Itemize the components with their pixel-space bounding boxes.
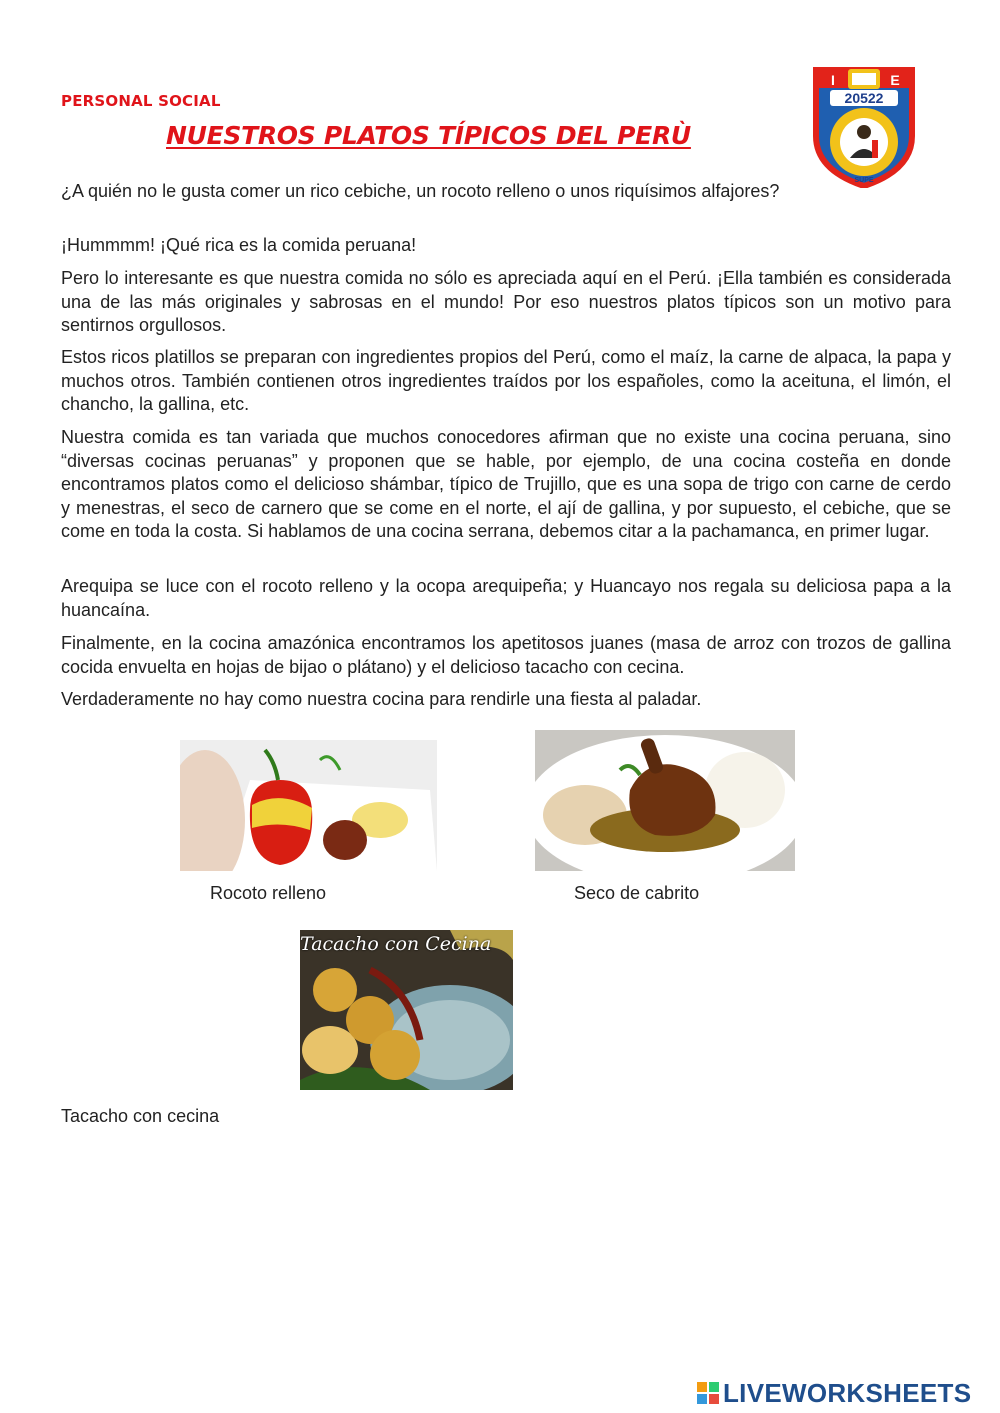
seco-de-cabrito-photo	[535, 730, 795, 871]
rocoto-relleno-caption: Rocoto relleno	[210, 883, 327, 903]
brand-text: LIVEWORKSHEETS	[723, 1377, 972, 1408]
subject-label: PERSONAL SOCIAL	[61, 92, 221, 110]
logo-number: 20522	[844, 90, 884, 106]
paragraph-2: ¡Hummmm! ¡Qué rica es la comida peruana!	[61, 235, 417, 255]
paragraph-5: Nuestra comida es tan variada que muchos conocedores afirman que no existe una cocina peruana, sino “diversas cocinas peruanas” y proponen que se hable, por ejemplo, de una cocina costeña en donde encontramos platos como el delicioso shámbar, típico de Trujillo, que es una sopa de trigo con carne de cerdo y menestras, el seco de carnero que se come en el norte, el ají de gallina, y por supuesto, el cebiche, que se come en toda la costa. Si hablamos de una cocina serrana, debemos citar a la pachamanca, en primer lugar.	[61, 427, 951, 541]
tacacho-con-cecina-photo	[300, 930, 513, 1090]
seco-de-cabrito-caption: Seco de cabrito	[574, 883, 700, 903]
logo-bottom-text: SUPE	[854, 177, 874, 184]
school-logo	[808, 58, 920, 188]
paragraph-4: Estos ricos platillos se preparan con ingredientes propios del Perú, como el maíz, la carne de alpaca, la papa y muchos otros. También contienen otros ingredientes traídos por los españoles, como la aceituna, el limón, el chancho, la gallina, etc.	[61, 347, 951, 414]
paragraph-6: Arequipa se luce con el rocoto relleno y la ocopa arequipeña; y Huancayo nos regala su deliciosa papa a la huancaína.	[61, 576, 951, 620]
liveworksheets-brand	[697, 1378, 971, 1408]
tacacho-con-cecina-caption: Tacacho con cecina	[61, 1106, 220, 1126]
logo-letter-left: I	[831, 72, 835, 88]
paragraph-3: Pero lo interesante es que nuestra comida no sólo es apreciada aquí en el Perú. ¡Ella también es considerada una de las más originales y sabrosas en el mundo! Por eso nuestros platos típicos son un motivo para sentirnos orgullosos.	[61, 268, 951, 335]
paragraph-7: Finalmente, en la cocina amazónica encontramos los apetitosos juanes (masa de arroz con trozos de gallina cocida envuelta en hojas de bijao o plátano) y el delicioso tacacho con cecina.	[61, 633, 951, 677]
paragraph-intro: ¿A quién no le gusta comer un rico cebiche, un rocoto relleno o unos riquísimos alfajores?	[61, 181, 780, 201]
paragraph-8: Verdaderamente no hay como nuestra cocina para rendirle una fiesta al paladar.	[61, 689, 702, 709]
tacacho-overlay-text: Tacacho con Cecina	[300, 933, 492, 955]
logo-letter-right: E	[890, 72, 900, 88]
rocoto-relleno-photo	[180, 740, 437, 871]
page-title: NUESTROS PLATOS TÍPICOS DEL PERÙ	[166, 121, 691, 150]
liveworksheets-logo-icon	[697, 1382, 719, 1404]
